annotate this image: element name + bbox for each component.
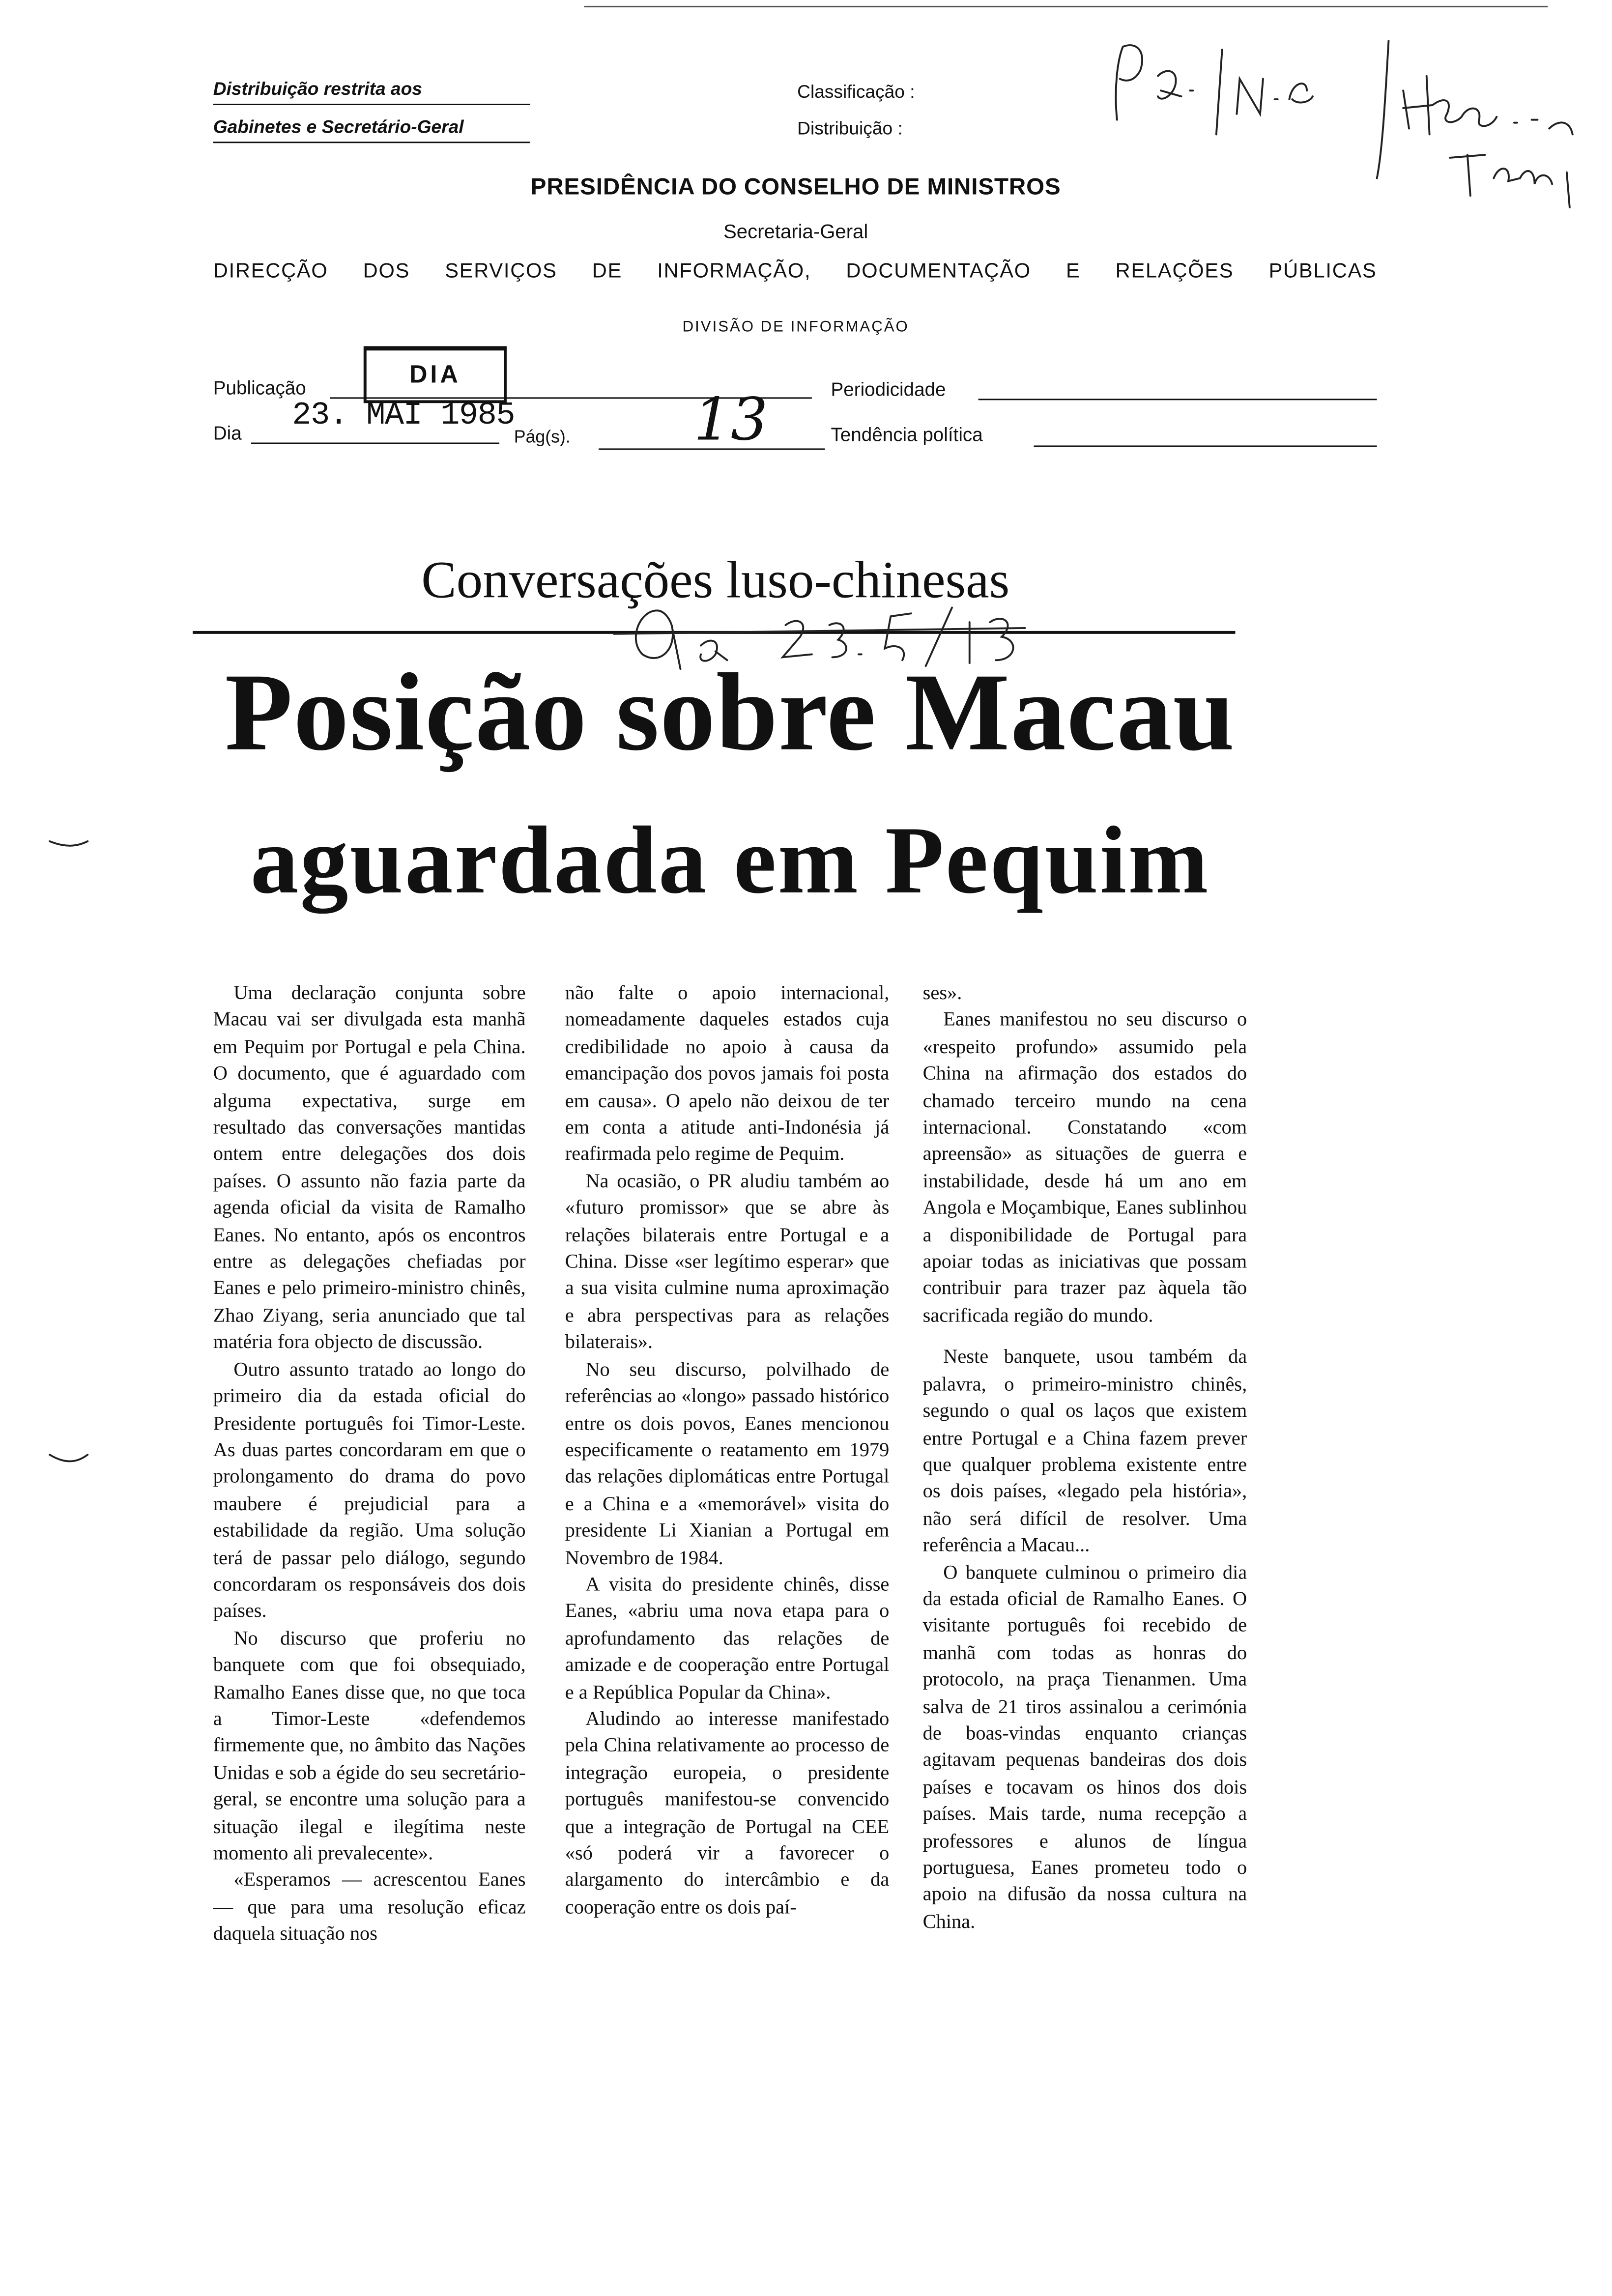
periodicity-label: Periodicidade (831, 378, 946, 401)
article-paragraph: Aludindo ao interesse manifestado pela China relativamente ao processo de integração europeia, o presidente português manifestou-se convencido que a integração de Portugal na CEE «só poderá vir a favorecer o alargamento do intercâmbio e da cooperação entre os dois paí- (565, 1707, 890, 1918)
directorate-word: INFORMAÇÃO, (657, 258, 811, 282)
scan-top-edge-line (584, 6, 1548, 7)
directorate-word: DOCUMENTAÇÃO (846, 258, 1031, 282)
tendency-label: Tendência política (831, 423, 983, 446)
distribution-label: Distribuição : (797, 118, 903, 139)
article-column-1 (213, 980, 526, 1948)
article-paragraph: No discurso que proferiu no banquete com que foi obsequiado, Ramalho Eanes disse que, no que toca a Timor-Leste «defendemos firmemente que, no âmbito das Nações Unidas e sob a égide do seu secretário-geral, se encontre uma solução para a situação ilegal e ilegítima neste momento ali prevalecente». (213, 1627, 526, 1864)
directorate-word: DIRECÇÃO (213, 258, 328, 282)
distribution-line-1: Distribuição restrita aos (213, 78, 530, 105)
article-column-3 (923, 980, 1247, 1935)
article-paragraph: «Esperamos — acrescentou Eanes — que para uma resolução eficaz daquela situação nos (213, 1868, 526, 1945)
classification-label: Classificação : (797, 82, 915, 103)
day-underline (251, 443, 499, 444)
article-column-2 (565, 980, 890, 1921)
secretariat-title: Secretaria-Geral (723, 220, 868, 243)
day-label: Dia (213, 422, 242, 444)
distribution-line-2: Gabinetes e Secretário-Geral (213, 115, 530, 143)
article-paragraph: Na ocasião, o PR aludiu também ao «futuro promissor» que se abre às relações bilaterais entre Portugal e a China. Disse «ser legítimo esperar» que a sua visita culmine numa aproximação e abra perspectivas para as relações bilaterais». (565, 1170, 890, 1353)
article-paragraph: Uma declaração conjunta sobre Macau vai ser divulgada esta manhã em Pequim por Portugal e pela China. O documento, que é aguardado com alguma expectativa, surge em resultado das conversações mantidas ontem entre delegações dos dois países. O assunto não fazia parte da agenda oficial da visita de Ramalho Eanes. No entanto, após os encontros entre as delegações chefiadas por Eanes e pelo primeiro-ministro chinês, Zhao Ziyang, seria anunciado que tal matéria fora objecto de discussão. (213, 981, 526, 1353)
division-title: DIVISÃO DE INFORMAÇÃO (682, 318, 909, 336)
publication-label: Publicação (213, 376, 306, 399)
pages-handwritten: 13 (693, 387, 768, 455)
classification-block (797, 80, 915, 153)
article-paragraph: Outro assunto tratado ao longo do primeiro dia da estada oficial do Presidente português foi Timor-Leste. As duas partes concordaram em que o prolongamento do drama do povo maubere é prejudicial para a estabilidade da região. Uma solução terá de passar pelo diálogo, segundo concordaram os responsáveis dos dois países. (213, 1358, 526, 1622)
day-stamp: 23. MAI 1985 (292, 397, 515, 434)
directorate-word: DOS (363, 258, 410, 282)
article-paragraph: O banquete culminou o primeiro dia da estada oficial de Ramalho Eanes. O visitante português foi recebido de manhã com todas as honras do protocolo, na praça Tienanmen. Uma salva de 21 tiros assinalou a cerimónia de boas-vindas enquanto crianças agitavam pequenas bandeiras dos dois países e tocavam os hinos dos dois países. Mais tarde, numa recepção a professores e alunos de língua portuguesa, Eanes prometeu todo o apoio na difusão da nossa cultura na China. (922, 1560, 1247, 1932)
directorate-word: PÚBLICAS (1268, 258, 1377, 282)
directorate-word: E (1066, 258, 1081, 282)
article-paragraph: Neste banquete, usou também da palavra, o primeiro-ministro chinês, segundo o qual os laços que existem entre Portugal e a China fazem prever que qualquer problema existente entre os dois países, «legado pela história», não será difícil de resolver. Uma referência a Macau... (922, 1346, 1247, 1556)
article-paragraph: Eanes manifestou no seu discurso o «respeito profundo» assumido pela China na afirmação dos estados do chamado terceiro mundo na cena internacional. Constatando «com apreensão» as situações de guerra e instabilidade, desde há um ano em Angola e Moçambique, Eanes sublinhou a disponibilidade de Portugal para apoiar todas as iniciativas que possam contribuir para trazer paz àquela tão sacrificada região do mundo. (922, 1008, 1247, 1326)
directorate-word: DE (592, 258, 623, 282)
article-paragraph: No seu discurso, polvilhado de referências ao «longo» passado histórico entre os dois povos, Eanes mencionou especificamente o reatamento em 1979 das relações diplomáticas entre Portugal e a China e a «memorável» visita do presidente Li Xianian a Portugal em Novembro de 1984. (565, 1358, 890, 1568)
article-paragraph: não falte o apoio internacional, nomeadamente daqueles estados cuja credibilidade no apoio à causa da emancipação dos povos jamais foi posta em causa». O apelo não deixou de ter em conta a atitude anti-Indonésia já reafirmada pelo regime de Pequim. (565, 981, 890, 1165)
directorate-word: RELAÇÕES (1115, 258, 1234, 282)
article-kicker: Conversações luso-chinesas (421, 550, 1010, 609)
pages-label: Pág(s). (514, 426, 571, 447)
directorate-title (213, 258, 1377, 282)
article-paragraph: A visita do presidente chinês, disse Eanes, «abriu uma nova etapa para o aprofundamento das relações de amizade e de cooperação entre Portugal e a República Popular da China». (565, 1573, 890, 1703)
article-paragraph: ses». (922, 981, 962, 1004)
margin-marks (44, 832, 102, 1475)
headline-line-2: aguardada em Pequim (250, 807, 1210, 915)
distribution-restriction-note (213, 78, 530, 154)
tendency-underline (1034, 445, 1377, 447)
directorate-word: SERVIÇOS (445, 258, 557, 282)
periodicity-underline (979, 399, 1377, 400)
ministry-title: PRESIDÊNCIA DO CONSELHO DE MINISTROS (530, 175, 1061, 201)
publication-stamp: DIA (364, 346, 507, 403)
headline-line-1: Posição sobre Macau (225, 651, 1236, 775)
